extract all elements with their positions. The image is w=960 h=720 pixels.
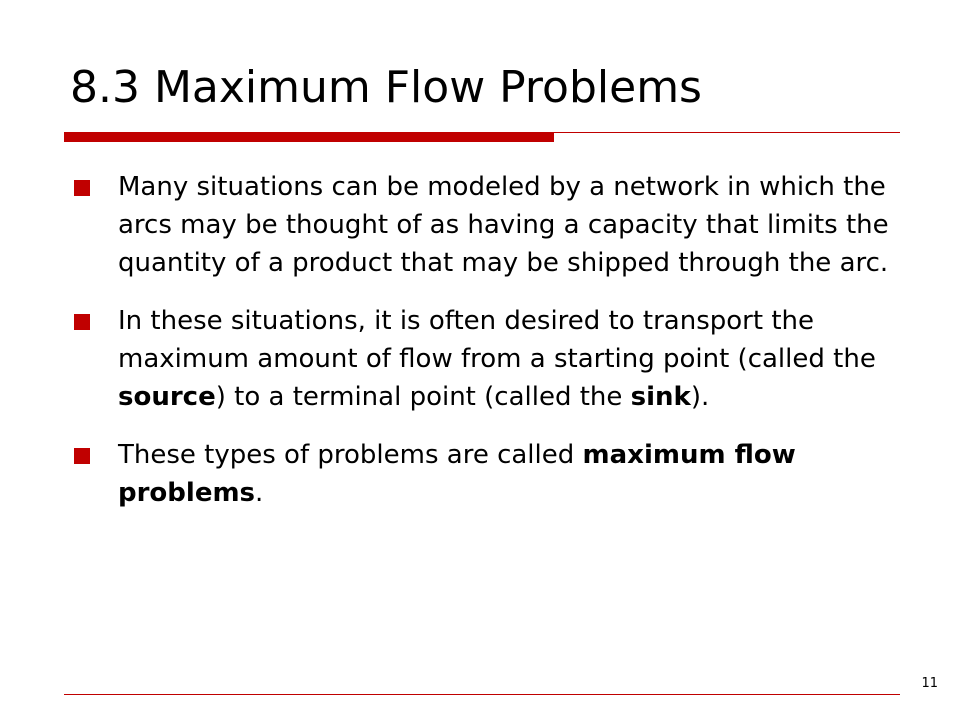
bold-term-sink: sink	[630, 382, 691, 412]
bullet-text-run: ) to a terminal point (called the	[215, 382, 631, 412]
bullet-text-run: ).	[690, 382, 710, 412]
bullet-list	[70, 168, 900, 532]
square-bullet-icon	[74, 314, 90, 330]
title-underline-accent	[64, 132, 554, 142]
bullet-item	[70, 168, 900, 282]
page-number: 11	[921, 676, 938, 691]
bullet-text-run: These types of problems are called	[118, 440, 583, 470]
bullet-item	[70, 302, 900, 416]
slide-title: 8.3 Maximum Flow Problems	[70, 62, 702, 113]
bullet-text	[118, 440, 796, 508]
bullet-text-run: .	[255, 478, 264, 508]
footer-rule	[64, 694, 900, 695]
square-bullet-icon	[74, 448, 90, 464]
square-bullet-icon	[74, 180, 90, 196]
bold-term-maximum-flow-problems: maximum flow problems	[118, 440, 796, 508]
bullet-text	[118, 172, 889, 278]
bullet-text-run: In these situations, it is often desired to transport the maximum amount of flow from a starting point (called the	[118, 306, 876, 374]
bold-term-source: source	[118, 382, 216, 412]
bullet-item	[70, 436, 900, 512]
bullet-text-run: Many situations can be modeled by a network in which the arcs may be thought of as having a capacity that limits the quantity of a product that may be shipped through the arc.	[118, 172, 889, 278]
bullet-text	[118, 306, 876, 412]
